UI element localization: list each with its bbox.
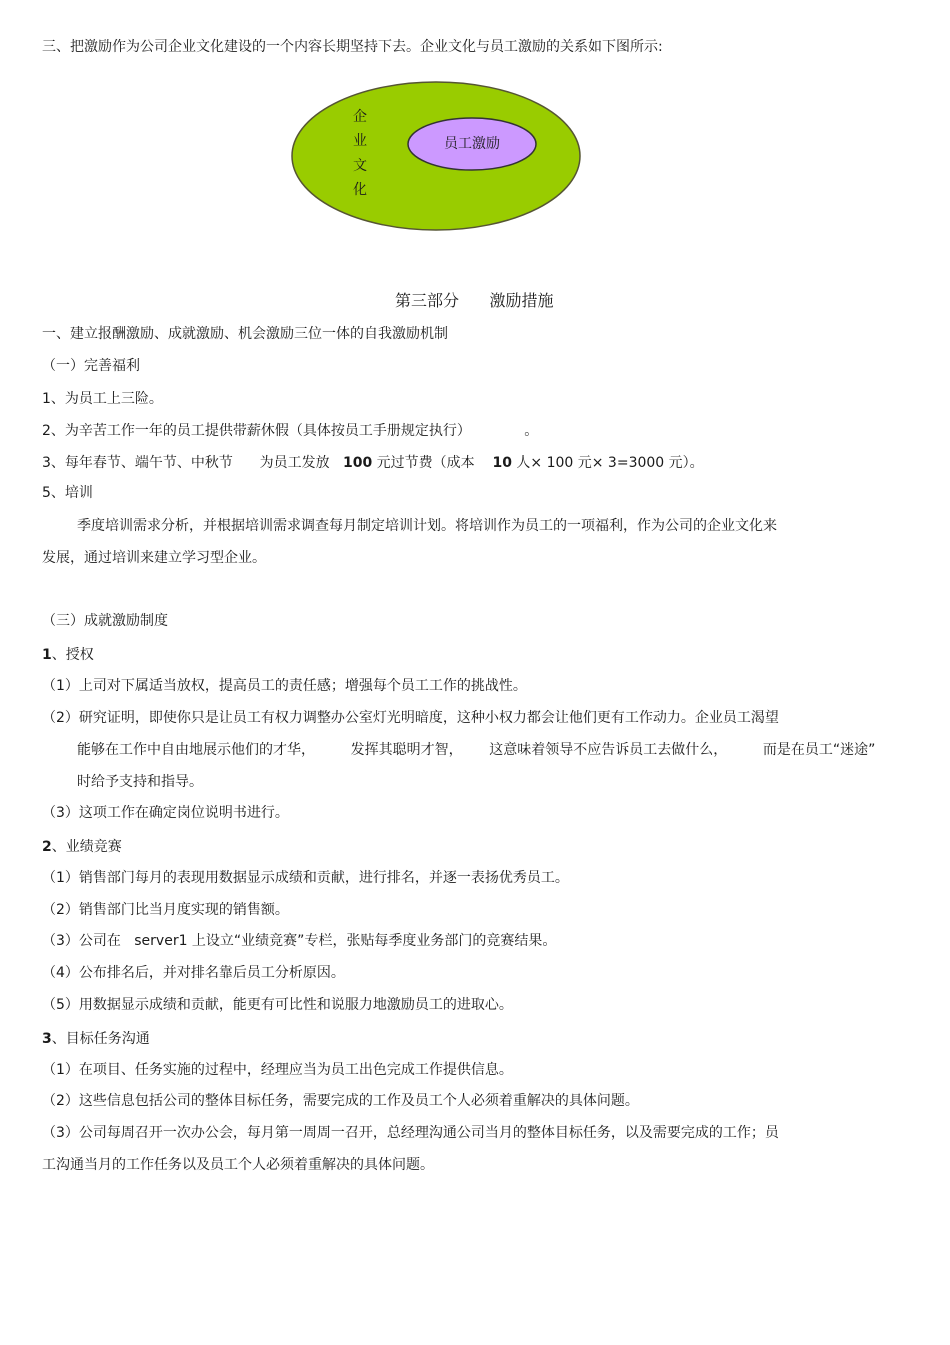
text-line-heading (42, 838, 122, 856)
text-line: 时给予支持和指导。 (77, 774, 203, 790)
section-title: 第三部分 激励措施 (395, 291, 554, 310)
outer-label-char-4: 化 (353, 182, 367, 198)
diagram-svg (290, 80, 582, 232)
bold-number: 3 (42, 1031, 52, 1047)
text-line: 1、为员工上三险。 (42, 391, 163, 407)
text-line: 工沟通当月的工作任务以及员工个人必须着重解决的具体问题。 (42, 1157, 434, 1173)
text-line: （1）上司对下属适当放权，提高员工的责任感；增强每个员工工作的挑战性。 (42, 678, 527, 694)
text-span: 、业绩竞赛 (51, 839, 122, 855)
text-line: （4）公布排名后，并对排名靠后员工分析原因。 (42, 965, 345, 981)
text-line: 2、为辛苦工作一年的员工提供带薪休假（具体按员工手册规定执行） 。 (42, 423, 539, 439)
text-line: 发展，通过培训来建立学习型企业。 (42, 550, 266, 566)
text-line: （2）这些信息包括公司的整体目标任务，需要完成的工作及员工个人必须着重解决的具体问题。 (42, 1093, 639, 1109)
text-line: （1）在项目、任务实施的过程中，经理应当为员工出色完成工作提供信息。 (42, 1062, 513, 1078)
bold-number: 2 (42, 839, 52, 855)
bold-number: 1 (42, 647, 52, 663)
text-line: （一）完善福利 (42, 358, 140, 374)
text-line: （三）成就激励制度 (42, 613, 168, 629)
text-span: 、目标任务沟通 (51, 1031, 150, 1047)
text-span: 元过节费（成本 (372, 455, 493, 471)
text-span: 人× 100 元× 3=3000 元）。 (511, 455, 704, 471)
text-line-heading (42, 1030, 150, 1048)
bold-number: 10 (492, 455, 512, 471)
bold-number: 100 (342, 455, 373, 471)
text-line: （2）研究证明，即使你只是让员工有权力调整办公室灯光明暗度，这种小权力都会让他们更有工作动力。企业员工渴望 (42, 710, 779, 726)
text-line: （3）公司每周召开一次办公会，每月第一周周一召开，总经理沟通公司当月的整体目标任务，以及需要完成的工作；员 (42, 1125, 779, 1141)
text-line-holiday (42, 454, 704, 472)
text-span: 3、每年春节、端午节、中秋节 为员工发放 (42, 455, 343, 471)
text-line: 能够在工作中自由地展示他们的才华， 发挥其聪明才智， 这意味着领导不应告诉员工去做什么， 而是在员工“迷途” (77, 742, 876, 758)
outer-label-char-3: 文 (353, 158, 367, 174)
outer-label-char-1: 企 (353, 109, 367, 125)
text-line: （3）公司在 server1 上设立“业绩竞赛”专栏，张贴每季度业务部门的竞赛结果。 (42, 933, 557, 949)
outer-label-char-2: 业 (353, 133, 367, 149)
culture-motivation-diagram (290, 80, 582, 232)
intro-paragraph: 三、把激励作为公司企业文化建设的一个内容长期坚持下去。企业文化与员工激励的关系如下图所示: (42, 39, 663, 55)
text-line: （1）销售部门每月的表现用数据显示成绩和贡献，进行排名，并逐一表扬优秀员工。 (42, 870, 569, 886)
text-line: 一、建立报酬激励、成就激励、机会激励三位一体的自我激励机制 (42, 326, 448, 342)
text-line: （5）用数据显示成绩和贡献，能更有可比性和说服力地激励员工的进取心。 (42, 997, 513, 1013)
text-span: 、授权 (51, 647, 94, 663)
text-line: 季度培训需求分析，并根据培训需求调查每月制定培训计划。将培训作为员工的一项福利，作为公司的企业文化来 (77, 518, 777, 534)
text-line-heading (42, 646, 94, 664)
text-line: 5、培训 (42, 485, 93, 501)
inner-label: 员工激励 (444, 136, 500, 152)
text-line: （3）这项工作在确定岗位说明书进行。 (42, 805, 289, 821)
text-line: （2）销售部门比当月度实现的销售额。 (42, 902, 289, 918)
